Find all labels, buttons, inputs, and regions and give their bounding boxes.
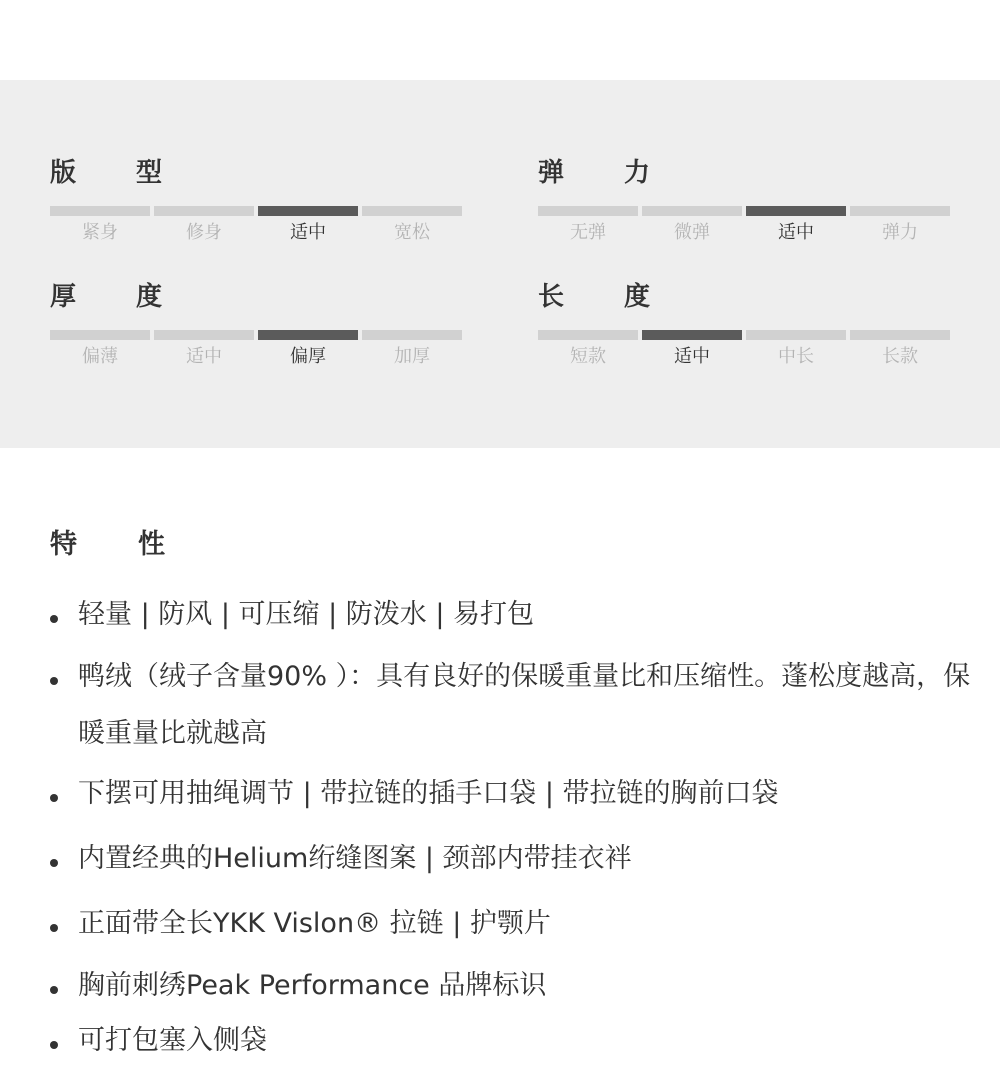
- bullet-icon: [50, 794, 58, 802]
- spec-panel: [0, 80, 1000, 448]
- scale-segment: [746, 206, 846, 216]
- feature-text: 下摆可用抽绳调节 | 带拉链的插手口袋 | 带拉链的胸前口袋: [78, 778, 779, 809]
- scale-segment: [362, 330, 462, 340]
- scale-segment: [50, 330, 150, 340]
- bullet-icon: [50, 924, 58, 932]
- scale-segment: [642, 206, 742, 216]
- scale-segment: [538, 206, 638, 216]
- spec-title-char: 度: [624, 282, 651, 312]
- scale-segment: [50, 206, 150, 216]
- spec-option: 修身: [186, 222, 222, 243]
- scale-segment: [538, 330, 638, 340]
- spec-option: 适中: [778, 222, 814, 243]
- spec-option: 偏厚: [290, 346, 326, 367]
- bullet-icon: [50, 986, 58, 994]
- feature-text: 胸前刺绣Peak Performance 品牌标识: [78, 970, 547, 1001]
- spec-option: 加厚: [394, 346, 430, 367]
- spec-option: 宽松: [394, 222, 430, 243]
- spec-title-char: 弹: [538, 158, 565, 188]
- spec-title-char: 厚: [50, 282, 77, 312]
- feature-text: 轻量 | 防风 | 可压缩 | 防泼水 | 易打包: [78, 599, 535, 630]
- spec-title-char: 型: [136, 158, 163, 188]
- spec-scale: [50, 206, 462, 216]
- spec-option: 短款: [570, 346, 606, 367]
- scale-segment: [850, 206, 950, 216]
- scale-segment: [258, 206, 358, 216]
- scale-segment: [746, 330, 846, 340]
- features-title: [50, 525, 250, 565]
- scale-segment: [362, 206, 462, 216]
- scale-segment: [258, 330, 358, 340]
- spec-scale: [50, 330, 462, 340]
- spec-options: [538, 344, 950, 370]
- spec-title-char: 力: [624, 158, 651, 188]
- bullet-icon: [50, 615, 58, 623]
- scale-segment: [850, 330, 950, 340]
- spec-options: [538, 220, 950, 246]
- spec-scale: [538, 330, 950, 340]
- spec-option: 长款: [882, 346, 918, 367]
- scale-segment: [154, 330, 254, 340]
- bullet-icon: [50, 859, 58, 867]
- spec-title-char: 度: [136, 282, 163, 312]
- spec-option: 弹力: [882, 222, 918, 243]
- spec-option: 偏薄: [82, 346, 118, 367]
- spec-options: [50, 344, 462, 370]
- bullet-icon: [50, 1041, 58, 1049]
- spec-option: 微弹: [674, 222, 710, 243]
- spec-option: 适中: [290, 222, 326, 243]
- feature-text: 鸭绒（绒子含量90% ）：具有良好的保暖重量比和压缩性。蓬松度越高，保暖重量比就越高: [78, 661, 971, 749]
- bullet-icon: [50, 677, 58, 685]
- spec-option: 适中: [674, 346, 710, 367]
- spec-option: 中长: [778, 346, 814, 367]
- features-title-char: 性: [138, 529, 165, 560]
- scale-segment: [154, 206, 254, 216]
- features-title-char: 特: [50, 529, 77, 560]
- scale-segment: [642, 330, 742, 340]
- spec-option: 无弹: [570, 222, 606, 243]
- spec-option: 适中: [186, 346, 222, 367]
- spec-scale: [538, 206, 950, 216]
- spec-title-char: 版: [50, 158, 77, 188]
- spec-options: [50, 220, 462, 246]
- feature-text: 内置经典的Helium绗缝图案 | 颈部内带挂衣袢: [78, 843, 632, 874]
- feature-text: 正面带全长YKK Vislon® 拉链 | 护颚片: [78, 908, 551, 939]
- feature-text: 可打包塞入侧袋: [78, 1025, 267, 1056]
- spec-title-char: 长: [538, 282, 565, 312]
- spec-option: 紧身: [82, 222, 118, 243]
